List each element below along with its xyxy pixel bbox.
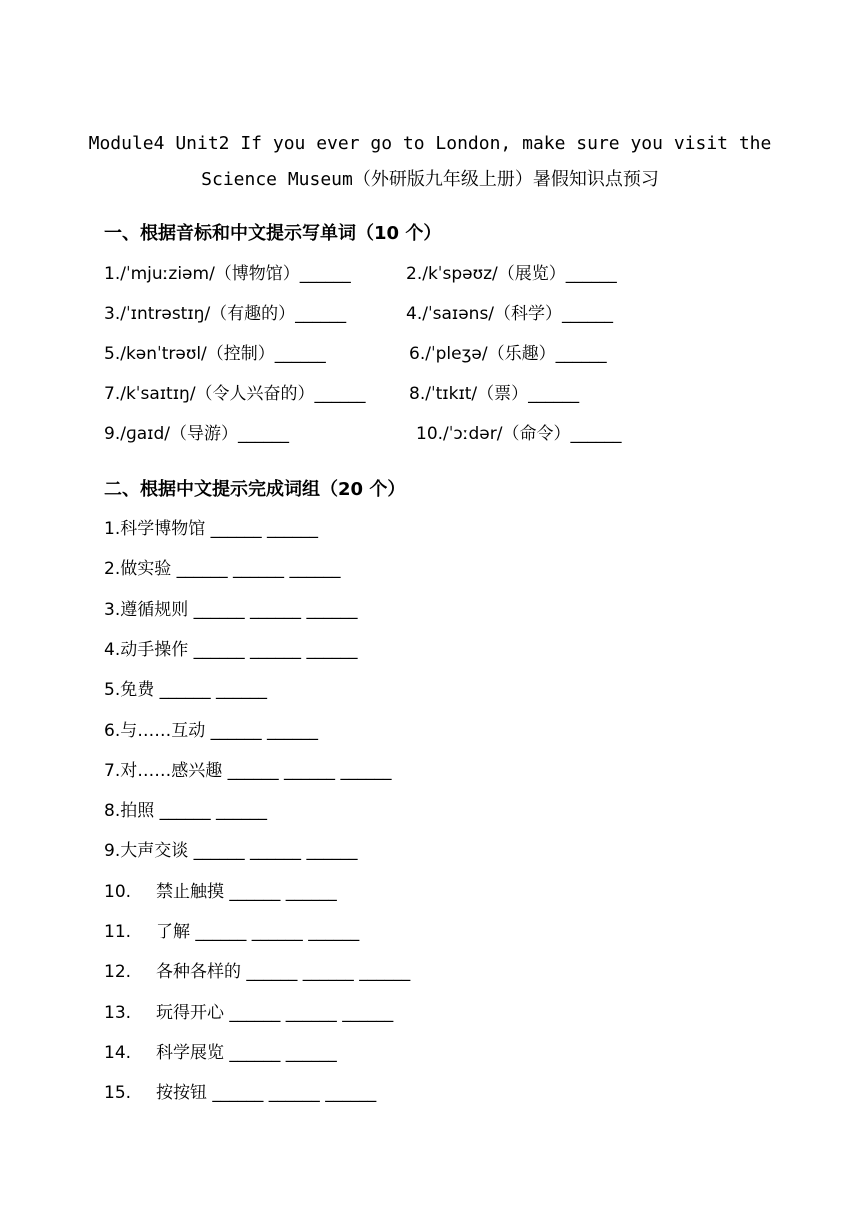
phrase-item [104, 675, 267, 700]
title-line-2: Science Museum（外研版九年级上册）暑假知识点预习 [201, 169, 659, 190]
phrase-text: 与……互动 ______ ______ [120, 720, 319, 741]
vocab-row [104, 379, 580, 404]
phrase-text: 科学博物馆 ______ ______ [120, 519, 319, 539]
phrase-number: 14. [104, 1042, 132, 1063]
vocab-item: 10./ˈɔːdər/（命令）______ [416, 424, 622, 444]
phrase-number: 1. [104, 519, 121, 539]
phrase-item [104, 756, 391, 781]
phrase-item [104, 877, 337, 902]
phrase-text: 各种各样的 ______ ______ ______ [156, 962, 411, 983]
phrase-text: 按按钮 ______ ______ ______ [156, 1083, 377, 1104]
vocab-item: 4./ˈsaɪəns/（科学）______ [406, 304, 614, 324]
phrase-item [104, 554, 340, 579]
vocab-row [104, 259, 617, 284]
vocab-row [104, 419, 622, 444]
phrase-number: 10. [104, 881, 132, 902]
phrase-text: 大声交谈 ______ ______ ______ [120, 841, 358, 862]
phrase-text: 做实验 ______ ______ ______ [120, 559, 341, 580]
phrase-text: 玩得开心 ______ ______ ______ [156, 1002, 394, 1023]
phrase-item [104, 957, 410, 982]
phrase-text: 科学展览 ______ ______ [156, 1042, 337, 1063]
phrase-text: 拍照 ______ ______ [120, 801, 268, 822]
vocab-item: 8./ˈtɪkɪt/（票）______ [409, 384, 580, 404]
phrase-item [104, 595, 357, 620]
phrase-number: 12. [104, 962, 132, 983]
phrase-item [104, 917, 359, 942]
phrase-number: 5. [104, 680, 121, 701]
phrase-item [104, 998, 393, 1023]
phrase-text: 了解 ______ ______ ______ [156, 922, 360, 942]
phrase-item [104, 836, 357, 861]
vocab-item: 1./ˈmjuːziəm/（博物馆）______ [104, 264, 351, 284]
vocab-row [104, 339, 607, 364]
phrase-number: 13. [104, 1002, 132, 1023]
vocab-item: 9./ɡaɪd/（导游）______ [104, 424, 289, 444]
phrase-item [104, 796, 267, 821]
phrase-number: 9. [104, 841, 121, 862]
phrase-number: 3. [104, 599, 121, 620]
vocab-item: 5./kənˈtrəʊl/（控制）______ [104, 344, 326, 364]
vocab-item: 2./kˈspəʊz/（展览）______ [406, 264, 617, 284]
phrase-text: 动手操作 ______ ______ ______ [120, 639, 358, 660]
phrase-text: 免费 ______ ______ [120, 680, 268, 701]
phrase-item [104, 1038, 337, 1063]
phrase-number: 8. [104, 801, 121, 822]
phrase-number: 6. [104, 720, 121, 741]
phrase-item [104, 514, 318, 539]
phrase-number: 2. [104, 559, 121, 580]
phrase-text: 对……感兴趣 ______ ______ ______ [120, 760, 392, 781]
vocab-item: 3./ˈɪntrəstɪŋ/（有趣的）______ [104, 304, 347, 324]
title-line-1: Module4 Unit2 If you ever go to London, make sure you visit the [88, 133, 772, 154]
phrase-item [104, 1078, 376, 1103]
vocab-item: 6./ˈpleʒə/（乐趣）______ [409, 344, 607, 364]
phrase-item [104, 635, 357, 660]
phrase-number: 11. [104, 922, 132, 942]
phrase-text: 禁止触摸 ______ ______ [156, 881, 337, 902]
phrase-text: 遵循规则 ______ ______ ______ [120, 599, 358, 620]
vocab-row [104, 299, 614, 324]
vocab-item: 7./kˈsaɪtɪŋ/（令人兴奋的）______ [104, 384, 366, 404]
phrase-item [104, 716, 318, 741]
section2-heading: 二、根据中文提示完成词组（20 个） [104, 479, 406, 500]
phrase-number: 7. [104, 760, 121, 781]
phrase-number: 15. [104, 1083, 132, 1104]
phrase-number: 4. [104, 639, 121, 660]
section1-heading: 一、根据音标和中文提示写单词（10 个） [104, 223, 442, 244]
